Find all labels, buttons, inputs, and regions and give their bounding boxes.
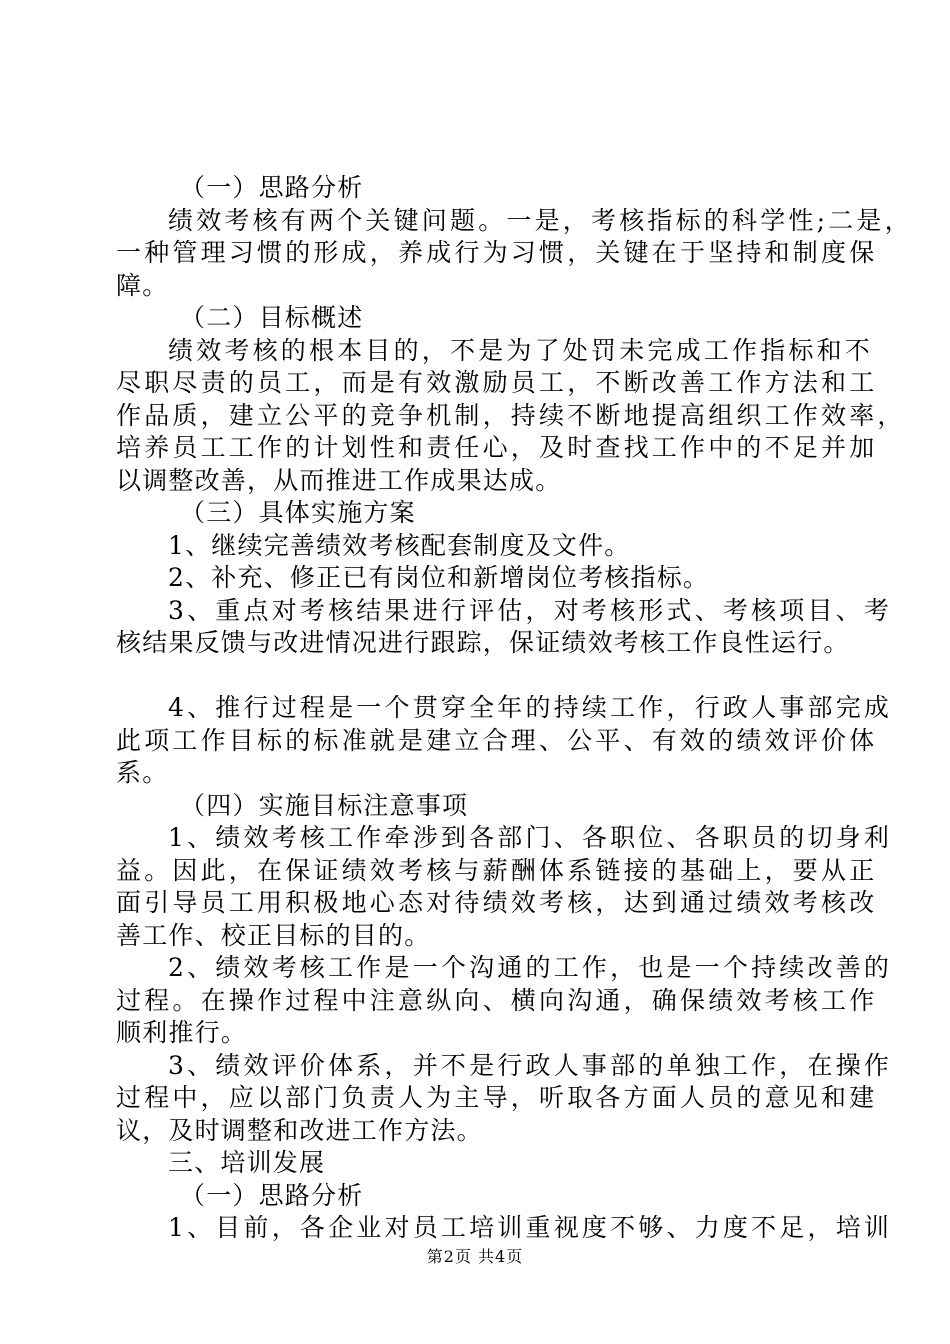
- paragraph-line: 一种管理习惯的形成，养成行为习惯，关键在于坚持和制度保: [116, 238, 878, 267]
- section-heading: （一）思路分析: [180, 173, 364, 202]
- list-item: 2、补充、修正已有岗位和新增岗位考核指标。: [168, 563, 710, 592]
- paragraph-line: 核结果反馈与改进情况进行跟踪，保证绩效考核工作良性运行。: [116, 628, 850, 657]
- paragraph-line: 培养员工工作的计划性和责任心，及时查找工作中的不足并加: [116, 433, 878, 462]
- section-heading: （三）具体实施方案: [180, 498, 416, 527]
- list-item: 2、绩效考核工作是一个沟通的工作，也是一个持续改善的: [168, 953, 893, 982]
- page-number-footer: 第2页 共4页: [426, 1247, 524, 1266]
- paragraph-line: 此项工作目标的标准就是建立合理、公平、有效的绩效评价体: [116, 725, 878, 755]
- paragraph-line: 绩效考核有两个关键问题。一是，考核指标的科学性;二是，: [168, 205, 913, 235]
- paragraph-line: 尽职尽责的员工，而是有效激励员工，不断改善工作方法和工: [116, 368, 878, 397]
- list-item: 3、绩效评价体系，并不是行政人事部的单独工作，在操作: [168, 1050, 893, 1080]
- document-body: [116, 172, 913, 1245]
- paragraph-line: 过程中，应以部门负责人为主导，听取各方面人员的意见和建: [116, 1083, 878, 1112]
- list-item: 1、绩效考核工作牵涉到各部门、各职位、各职员的切身利: [168, 823, 893, 852]
- section-heading: （四）实施目标注意事项: [180, 790, 469, 820]
- section-heading: （一）思路分析: [180, 1180, 364, 1210]
- list-item: 3、重点对考核结果进行评估，对考核形式、考核项目、考: [168, 595, 893, 625]
- paragraph-line: 系。: [116, 758, 169, 787]
- section-heading: 三、培训发展: [168, 1148, 326, 1177]
- paragraph-line: 障。: [116, 270, 169, 300]
- paragraph-line: 绩效考核的根本目的，不是为了处罚未完成工作指标和不: [168, 335, 874, 365]
- paragraph-line: 议，及时调整和改进工作方法。: [116, 1115, 483, 1145]
- paragraph-line: 过程。在操作过程中注意纵向、横向沟通，确保绩效考核工作: [116, 985, 878, 1015]
- list-item: 1、目前，各企业对员工培训重视度不够、力度不足，培训: [168, 1213, 893, 1242]
- section-heading: （二）目标概述: [180, 303, 364, 332]
- paragraph-line: 益。因此，在保证绩效考核与薪酬体系链接的基础上，要从正: [116, 855, 878, 885]
- list-item: 4、推行过程是一个贯穿全年的持续工作，行政人事部完成: [168, 693, 893, 722]
- paragraph-line: 善工作、校正目标的目的。: [116, 920, 431, 950]
- paragraph-line: 面引导员工用积极地心态对待绩效考核，达到通过绩效考核改: [116, 888, 878, 917]
- paragraph-line: 顺利推行。: [116, 1018, 248, 1047]
- paragraph-line: 以调整改善，从而推进工作成果达成。: [116, 465, 562, 495]
- paragraph-line: 作品质，建立公平的竞争机制，持续不断地提高组织工作效率，: [116, 400, 906, 430]
- blank-line: [116, 660, 856, 693]
- list-item: 1、继续完善绩效考核配套制度及文件。: [168, 530, 631, 560]
